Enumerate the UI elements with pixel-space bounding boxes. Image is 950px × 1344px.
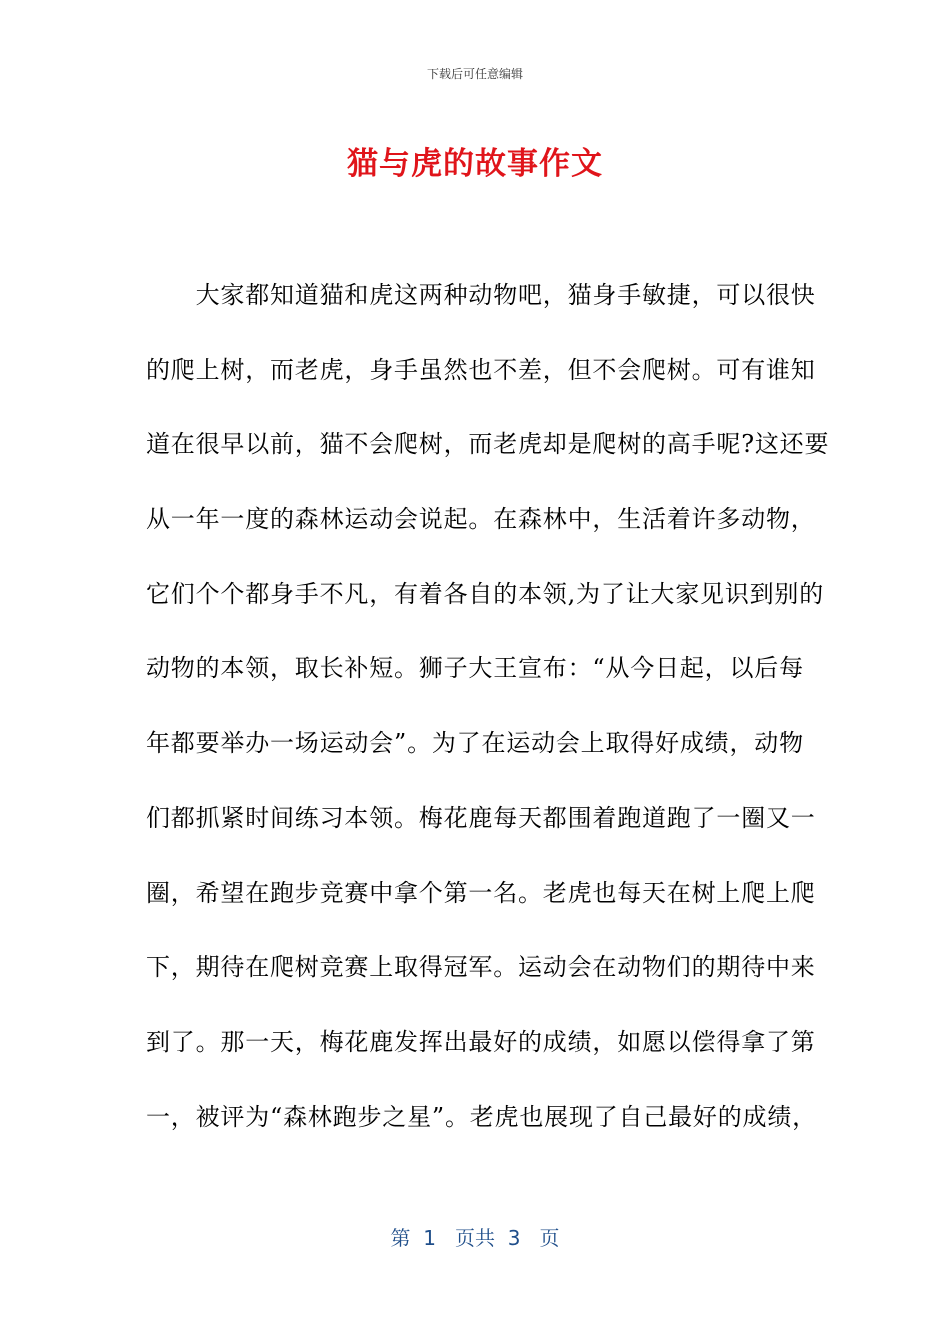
header-note: 下载后可任意编辑 [426,67,523,81]
paragraph-line: 道在很早以前，猫不会爬树，而老虎却是爬树的高手呢?这还要 [146,430,830,459]
paragraph-line: 大家都知道猫和虎这两种动物吧，猫身手敏捷，可以很快 [146,281,816,309]
paragraph-line: 年都要举办一场运动会”。为了在运动会上取得好成绩，动物 [146,729,804,758]
paragraph-line: 从一年一度的森林运动会说起。在森林中，生活着许多动物， [146,505,816,534]
paragraph-line: 一，被评为“森林跑步之星”。老虎也展现了自己最好的成绩， [146,1102,817,1131]
paragraph-line: 们都抓紧时间练习本领。梅花鹿每天都围着跑道跑了一圈又一 [146,803,816,832]
paragraph-line: 它们个个都身手不凡，有着各自的本领,为了让大家见识到别的 [146,579,825,608]
body-text [146,258,830,1154]
paragraph-line: 圈，希望在跑步竞赛中拿个第一名。老虎也每天在树上爬上爬 [146,878,816,907]
document-title: 猫与虎的故事作文 [347,146,603,182]
page-number-footer: 第 1 页共 3 页 [390,1226,560,1250]
paragraph-line: 到了。那一天，梅花鹿发挥出最好的成绩，如愿以偿得拿了第 [146,1027,816,1056]
paragraph-line: 的爬上树，而老虎，身手虽然也不差，但不会爬树。可有谁知 [146,355,816,384]
paragraph-line: 下，期待在爬树竞赛上取得冠军。运动会在动物们的期待中来 [146,953,816,982]
paragraph-line: 动物的本领，取长补短。狮子大王宣布：“从今日起，以后每 [146,654,804,683]
